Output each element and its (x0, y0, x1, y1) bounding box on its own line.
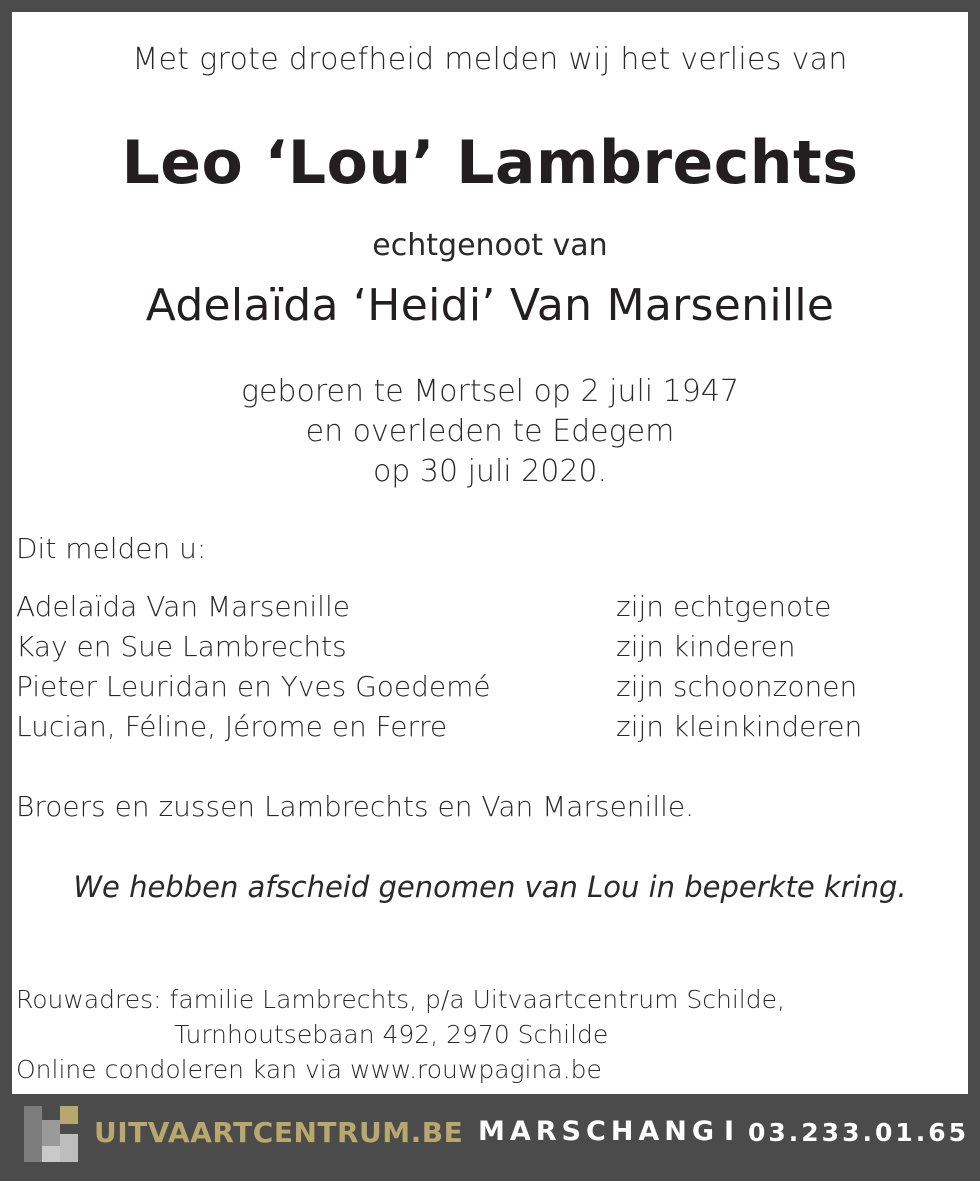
phone-number: 03.233.01.65 (748, 1118, 970, 1147)
announce-text: Dit melden u: (16, 532, 207, 565)
condolence-line: Online condoleren kan via www.rouwpagina.be (16, 1055, 602, 1084)
family-row (16, 710, 956, 750)
family-member-name: Pieter Leuridan en Yves Goedemé (16, 670, 491, 703)
obituary-card (12, 12, 968, 1094)
siblings-text: Broers en zussen Lambrechts en Van Marsenille. (16, 790, 695, 823)
spouse-label: echtgenoot van (372, 228, 608, 263)
family-member-relation: zijn kleinkinderen (616, 710, 863, 743)
deceased-name: Leo ‘Lou’ Lambrechts (121, 128, 859, 198)
died-date-line: op 30 juli 2020. (372, 454, 608, 489)
family-member-relation: zijn kinderen (616, 630, 796, 663)
family-member-name: Lucian, Féline, Jérome en Ferre (16, 710, 448, 743)
died-line: en overleden te Edegem (305, 414, 675, 449)
family-row (16, 670, 956, 710)
family-row (16, 630, 956, 670)
birth-death-info (12, 372, 968, 492)
company-name: MARSCHANG (478, 1116, 720, 1147)
mourning-address (16, 982, 785, 1087)
footer-bar (0, 1096, 980, 1181)
uitvaartcentrum-logo-icon (24, 1106, 80, 1162)
footer-separator: I (724, 1116, 735, 1147)
family-member-relation: zijn echtgenote (616, 590, 832, 623)
brand-name: UITVAARTCENTRUM.BE (94, 1116, 464, 1149)
spouse-name: Adelaïda ‘Heidi’ Van Marsenille (145, 280, 835, 331)
family-list (16, 590, 956, 750)
family-member-name: Adelaïda Van Marsenille (16, 590, 350, 623)
farewell-text: We hebben afscheid genomen van Lou in beperkte kring. (73, 870, 907, 904)
family-member-name: Kay en Sue Lambrechts (16, 630, 347, 663)
born-line: geboren te Mortsel op 2 juli 1947 (240, 374, 740, 409)
address-line-1: Rouwadres: familie Lambrechts, p/a Uitvaartcentrum Schilde, (16, 985, 785, 1014)
family-member-relation: zijn schoonzonen (616, 670, 858, 703)
family-row (16, 590, 956, 630)
address-line-2: Turnhoutsebaan 492, 2970 Schilde (174, 1020, 609, 1049)
intro-text: Met grote droefheid melden wij het verlies van (132, 42, 848, 77)
